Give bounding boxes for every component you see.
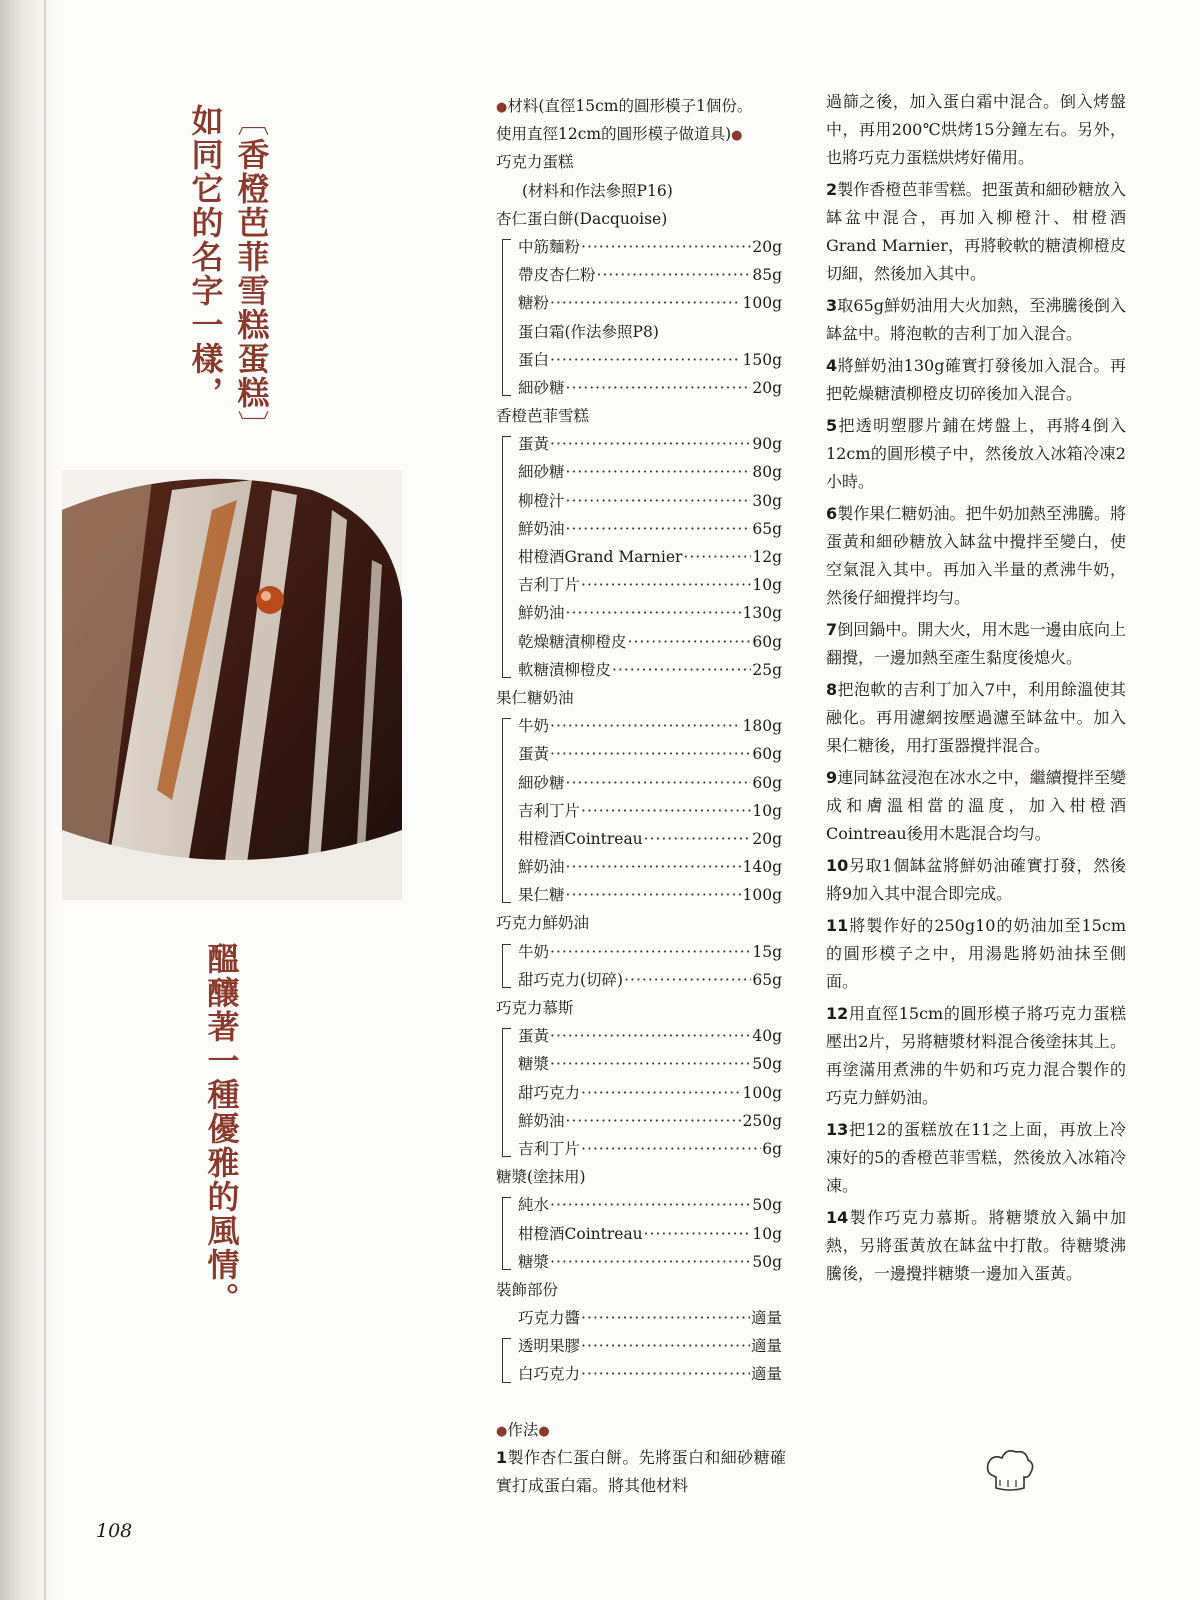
section-title: 巧克力鮮奶油 [496,914,590,933]
section-title: 糖漿(塗抹用) [496,1168,586,1187]
method-steps-col1 [496,1444,786,1500]
ingredient-row: 細砂糖 ····· 20g [496,374,782,402]
ingredient-row: 吉利丁片 ····· 10g [496,797,782,825]
section-title: 巧克力蛋糕 [496,153,574,172]
ingredients-list [496,92,782,1389]
section-title: 香橙芭菲雪糕 [496,407,590,426]
ingredient-row: 乾燥糖漬柳橙皮 ····· 60g [496,628,782,656]
ingredient-group-choc-cream [496,938,782,994]
chef-hat-icon [984,1446,1036,1494]
method-header: ●作法● [496,1421,550,1439]
method-steps-col2 [826,88,1126,1292]
ingredient-row: 帶皮杏仁粉 ····· 85g [496,261,782,289]
method-step: 7倒回鍋中。開大火，用木匙一邊由底向上翻攪，一邊加熱至產生黏度後熄火。 [826,620,1126,667]
section-note: (材料和作法參照P16) [522,181,673,200]
ingredient-group-praline [496,712,782,909]
gutter-line [44,0,46,1600]
ingredient-row: 柑橙酒Grand Marnier ····· 12g [496,543,782,571]
ingredient-group-syrup [496,1191,782,1276]
ingredient-row: 巧克力醬 ····· 適量 [496,1304,782,1332]
page-number: 108 [96,1520,133,1542]
ingredient-group-dacquoise [496,233,782,402]
ingredients-header-2: 使用直徑12cm的圓形模子做道具)● [496,125,743,144]
ingredient-row: 透明果膠 ····· 適量 [496,1332,782,1360]
section-title: 巧克力慕斯 [496,999,574,1017]
ingredient-row: 細砂糖 ····· 60g [496,769,782,797]
ingredient-row: 純水 ····· 50g [496,1191,782,1219]
method-step: 5把透明塑膠片鋪在烤盤上，再將4倒入12cm的圓形模子中，然後放入冰箱冷凍2小時。 [826,416,1126,491]
ingredient-row: 吉利丁片 ····· 10g [496,571,782,599]
ingredient-row: 糖漿 ····· 50g [496,1248,782,1276]
method-step: 8把泡軟的吉利丁加入7中，利用餘溫使其融化。再用濾網按壓過濾至缽盆中。加入果仁糖後，用打蛋器攪拌混合。 [826,680,1126,755]
ingredient-row: 糖漿 ····· 50g [496,1050,782,1078]
ingredient-row: 牛奶 ····· 180g [496,712,782,740]
method-step: 11將製作好的250g10的奶油加至15cm的圓形模子之中，用湯匙將奶油抹至側面。 [826,916,1126,991]
ingredients-header: ●材料(直徑15cm的圓形模子1個份。 [496,97,753,115]
ingredient-row: 蛋白霜(作法參照P8) [518,322,659,341]
ingredient-row: 甜巧克力(切碎) ····· 65g [496,966,782,994]
method-step: 2製作香橙芭菲雪糕。把蛋黃和細砂糖放入缽盆中混合，再加入柳橙汁、柑橙酒Grand Marnier，再將較軟的糖漬柳橙皮切細，然後加入其中。 [826,180,1126,283]
ingredient-group-parfait [496,430,782,684]
ingredient-row: 蛋黃 ····· 60g [496,740,782,768]
method-step: 14製作巧克力慕斯。將糖漿放入鍋中加熱，另將蛋黃放在缽盆中打散。待糖漿沸騰後，一邊攪拌糖漿一邊加入蛋黃。 [826,1208,1126,1283]
ingredient-row: 鮮奶油 ····· 140g [496,853,782,881]
ingredient-row: 柑橙酒Cointreau ····· 20g [496,825,782,853]
section-title: 裝飾部份 [496,1280,559,1299]
ingredient-row: 鮮奶油 ····· 65g [496,515,782,543]
ingredient-row: 果仁糖 ····· 100g [496,881,782,909]
ingredient-row: 吉利丁片 ····· 6g [496,1135,782,1163]
headline-line2: 醞釀著一種優雅的風情。 [202,942,241,1316]
section-title: 果仁糖奶油 [496,688,574,707]
section-title: 杏仁蛋白餅(Dacquoise) [496,209,668,228]
ingredient-row: 甜巧克力 ····· 100g [496,1079,782,1107]
ingredient-row: 蛋白 ····· 150g [496,346,782,374]
ingredient-row: 鮮奶油 ····· 130g [496,599,782,627]
ingredient-row: 細砂糖 ····· 80g [496,458,782,486]
ingredient-row: 柳橙汁 ····· 30g [496,487,782,515]
method-step: 4將鮮奶油130g確實打發後加入混合。再把乾燥糖漬柳橙皮切碎後加入混合。 [826,356,1126,403]
ingredient-row: 蛋黃 ····· 40g [496,1022,782,1050]
ingredient-group-decoration [496,1304,782,1389]
ingredient-row: 軟糖漬柳橙皮 ····· 25g [496,656,782,684]
ingredient-row: 糖粉 ····· 100g [496,289,782,317]
headline-line1: 如同它的名字一樣， [186,104,225,410]
ingredient-row: 中筋麵粉 ····· 20g [496,233,782,261]
method-step: 10另取1個缽盆將鮮奶油確實打發，然後將9加入其中混合即完成。 [826,856,1126,903]
cake-photo [62,470,402,900]
book-gutter [0,0,62,1600]
ingredient-row: 蛋黃 ····· 90g [496,430,782,458]
method-step: 6製作果仁糖奶油。把牛奶加熱至沸騰。將蛋黃和細砂糖放入缽盆中攪拌至變白，使空氣混入其中。再加入半量的煮沸牛奶，然後仔細攪拌均勻。 [826,504,1126,607]
method-step: 12用直徑15cm的圓形模子將巧克力蛋糕壓出2片，另將糖漿材料混合後塗抹其上。再塗滿用煮沸的牛奶和巧克力混合製作的巧克力鮮奶油。 [826,1004,1126,1107]
method-step: 過篩之後，加入蛋白霜中混合。倒入烤盤中，再用200℃烘烤15分鐘左右。另外，也將巧克力蛋糕烘烤好備用。 [826,92,1126,167]
ingredient-row: 柑橙酒Cointreau ····· 10g [496,1220,782,1248]
method-step: 13把12的蛋糕放在11之上面，再放上冷凍好的5的香橙芭菲雪糕，然後放入冰箱冷凍。 [826,1120,1126,1195]
ingredient-row: 白巧克力 ····· 適量 [496,1360,782,1388]
headline-title: 〔香橙芭菲雪糕蛋糕〕 [232,104,271,444]
ingredient-group-mousse [496,1022,782,1163]
method-step: 3取65g鮮奶油用大火加熱，至沸騰後倒入缽盆中。將泡軟的吉利丁加入混合。 [826,296,1126,343]
method-step: 1製作杏仁蛋白餅。先將蛋白和細砂糖確實打成蛋白霜。將其他材料 [496,1448,786,1495]
method-step: 9連同缽盆浸泡在冰水之中，繼續攪拌至變成和膚溫相當的溫度，加入柑橙酒Cointreau後用木匙混合均勻。 [826,768,1126,843]
ingredient-row: 牛奶 ····· 15g [496,938,782,966]
ingredient-row: 鮮奶油 ····· 250g [496,1107,782,1135]
